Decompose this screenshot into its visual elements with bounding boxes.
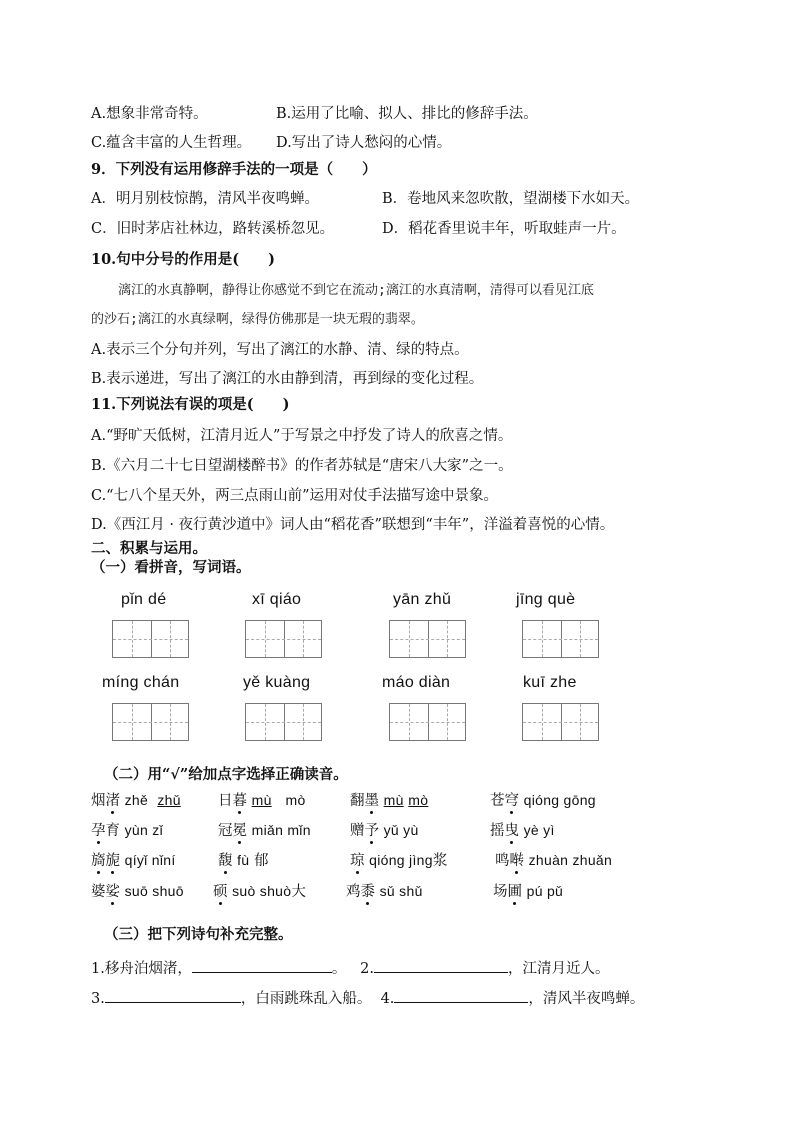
reading-dotted-char: 旎 bbox=[105, 853, 120, 869]
poem-text: ，江清月近人。 bbox=[508, 961, 610, 977]
q11-title: 11.下列说法有误的项是( ) bbox=[91, 396, 290, 413]
part1-title: （一）看拼音，写词语。 bbox=[91, 559, 251, 576]
poem-fill-line-1 bbox=[91, 959, 610, 977]
q10-passage-line1: 漓江的水真静啊，静得让你感觉不到它在流动;漓江的水真清啊，清得可以看见江底 bbox=[118, 283, 594, 298]
answer-blank[interactable] bbox=[374, 959, 508, 973]
part3-title: （三）把下列诗句补充完整。 bbox=[104, 926, 293, 943]
pinyin-prompt: yān zhǔ bbox=[393, 591, 452, 608]
q10-option-a: A.表示三个分句并列，写出了漓江的水静、清、绿的特点。 bbox=[91, 342, 469, 358]
reading-option[interactable]: fù bbox=[237, 852, 250, 868]
reading-dotted-char: 予 bbox=[364, 823, 379, 839]
reading-char: 日 bbox=[218, 793, 233, 809]
pinyin-prompt: yě kuàng bbox=[243, 674, 311, 691]
writing-grid[interactable] bbox=[389, 620, 466, 658]
pinyin-prompt: xī qiáo bbox=[252, 591, 302, 608]
reading-char: 大 bbox=[291, 884, 306, 900]
poem-number: 4. bbox=[380, 991, 395, 1007]
writing-grid[interactable] bbox=[522, 703, 599, 741]
q8-option-a: A.想象非常奇特。 bbox=[91, 106, 208, 122]
reading-char: 烟 bbox=[91, 793, 106, 809]
reading-dotted-char: 冕 bbox=[232, 823, 247, 839]
reading-option[interactable]: mò bbox=[408, 792, 429, 808]
writing-grid[interactable] bbox=[112, 620, 189, 658]
reading-char: 浆 bbox=[432, 853, 448, 869]
reading-char: 鸡 bbox=[346, 884, 361, 900]
pinyin-prompt: pǐn dé bbox=[121, 591, 167, 608]
reading-char: 鸣 bbox=[495, 853, 510, 869]
answer-blank[interactable] bbox=[394, 989, 528, 1003]
q10-option-b: B.表示递进，写出了漓江的水由静到清，再到绿的变化过程。 bbox=[91, 371, 484, 387]
reading-item[interactable] bbox=[218, 823, 311, 839]
reading-dotted-char: 黍 bbox=[360, 884, 375, 900]
q11-option-d: D.《西江月 · 夜行黄沙道中》词人由“稻花香”联想到“丰年”，洋溢着喜悦的心情。 bbox=[91, 517, 615, 533]
reading-char: 郁 bbox=[254, 853, 269, 869]
reading-option[interactable]: mù bbox=[383, 792, 404, 808]
reading-option[interactable]: mò bbox=[285, 792, 306, 808]
reading-option[interactable]: qióng jìng bbox=[369, 852, 433, 868]
reading-item[interactable] bbox=[218, 853, 269, 869]
reading-option[interactable]: qíyǐ nǐní bbox=[124, 852, 176, 868]
poem-number: 2. bbox=[360, 961, 375, 977]
reading-dotted-char: 馥 bbox=[218, 853, 233, 869]
pinyin-prompt: míng chán bbox=[102, 674, 180, 691]
reading-char: 苍 bbox=[490, 793, 505, 809]
reading-item[interactable] bbox=[350, 793, 428, 809]
reading-dotted-char: 旖 bbox=[91, 853, 106, 869]
poem-number: 3. bbox=[91, 991, 105, 1007]
reading-dotted-char: 啭 bbox=[509, 853, 524, 869]
reading-dotted-char: 琼 bbox=[350, 853, 365, 869]
reading-option[interactable]: sǔ shǔ bbox=[379, 883, 423, 899]
reading-item[interactable] bbox=[213, 884, 306, 900]
reading-item[interactable] bbox=[495, 853, 612, 869]
q10-passage-line2: 的沙石;漓江的水真绿啊，绿得仿佛那是一块无瑕的翡翠。 bbox=[91, 312, 424, 327]
reading-option[interactable]: mù bbox=[251, 792, 272, 808]
poem-text: ，白雨跳珠乱入船。 bbox=[240, 991, 372, 1007]
reading-item[interactable] bbox=[91, 884, 184, 900]
answer-blank[interactable] bbox=[192, 959, 332, 973]
poem-text: 。 bbox=[331, 961, 347, 977]
reading-item[interactable] bbox=[91, 823, 163, 839]
pinyin-prompt: kuī zhe bbox=[523, 674, 577, 691]
q9-option-b: B．卷地风来忽吹散，望湖楼下水如天。 bbox=[382, 191, 640, 207]
reading-option[interactable]: zhě bbox=[124, 792, 149, 808]
q8-option-c: C.蕴含丰富的人生哲理。 bbox=[91, 135, 252, 151]
pinyin-prompt: máo diàn bbox=[382, 674, 451, 691]
q9-option-c: C．旧时茅店社林边，路转溪桥忽见。 bbox=[91, 221, 335, 237]
reading-item[interactable] bbox=[91, 853, 176, 869]
reading-option[interactable]: yǔ yù bbox=[383, 822, 419, 838]
q8-option-d: D.写出了诗人愁闷的心情。 bbox=[276, 135, 452, 151]
reading-dotted-char: 墨 bbox=[364, 793, 379, 809]
reading-char: 婆 bbox=[91, 884, 106, 900]
pinyin-prompt: jīng què bbox=[516, 591, 576, 608]
reading-item[interactable] bbox=[490, 823, 555, 839]
writing-grid[interactable] bbox=[112, 703, 189, 741]
q9-option-a: A．明月别枝惊鹊，清风半夜鸣蝉。 bbox=[91, 191, 319, 207]
q11-option-b: B.《六月二十七日望湖楼醉书》的作者苏轼是“唐宋八大家”之一。 bbox=[91, 458, 513, 474]
reading-char: 赠 bbox=[350, 823, 365, 839]
reading-dotted-char: 孕 bbox=[91, 823, 106, 839]
reading-dotted-char: 娑 bbox=[105, 884, 120, 900]
reading-option[interactable]: miǎn mǐn bbox=[251, 822, 311, 838]
reading-option[interactable]: qióng gōng bbox=[523, 792, 596, 808]
reading-dotted-char: 圃 bbox=[507, 884, 522, 900]
writing-grid[interactable] bbox=[245, 620, 322, 658]
q11-option-c: C.“七八个星天外，两三点雨山前”运用对仗手法描写途中景象。 bbox=[91, 488, 499, 504]
q8-option-b: B.运用了比喻、拟人、排比的修辞手法。 bbox=[276, 106, 538, 122]
reading-option[interactable]: zhǔ bbox=[157, 792, 181, 808]
answer-blank[interactable] bbox=[105, 989, 241, 1003]
reading-option[interactable]: yùn zǐ bbox=[124, 822, 163, 838]
reading-dotted-char: 曳 bbox=[504, 823, 519, 839]
reading-dotted-char: 硕 bbox=[213, 884, 228, 900]
writing-grid[interactable] bbox=[522, 620, 599, 658]
reading-item[interactable] bbox=[350, 823, 419, 839]
reading-char: 场 bbox=[493, 884, 508, 900]
q10-title: 10.句中分号的作用是( ) bbox=[91, 251, 275, 268]
reading-item[interactable] bbox=[91, 793, 181, 809]
reading-char: 育 bbox=[105, 823, 120, 839]
poem-text: 1.移舟泊烟渚， bbox=[91, 961, 192, 977]
reading-option[interactable]: zhuàn zhuǎn bbox=[528, 852, 613, 868]
q11-option-a: A.“野旷天低树，江清月近人”于写景之中抒发了诗人的欣喜之情。 bbox=[91, 428, 513, 444]
reading-dotted-char: 穹 bbox=[504, 793, 519, 809]
reading-option[interactable]: yè yì bbox=[523, 822, 555, 838]
section2-title: 二、积累与运用。 bbox=[91, 540, 207, 557]
part2-title: （二）用“√”给加点字选择正确读音。 bbox=[104, 766, 348, 783]
reading-item[interactable] bbox=[218, 793, 306, 809]
reading-dotted-char: 暮 bbox=[232, 793, 247, 809]
writing-grid[interactable] bbox=[245, 703, 322, 741]
reading-item[interactable] bbox=[350, 853, 447, 869]
reading-char: 翻 bbox=[350, 793, 365, 809]
reading-item[interactable] bbox=[493, 884, 563, 900]
reading-option[interactable]: pú pǔ bbox=[526, 883, 564, 899]
reading-option[interactable]: suò shuò bbox=[232, 883, 292, 899]
reading-option[interactable]: suō shuō bbox=[124, 883, 184, 899]
reading-char: 摇 bbox=[490, 823, 505, 839]
reading-item[interactable] bbox=[346, 884, 423, 900]
q9-option-d: D．稻花香里说丰年，听取蛙声一片。 bbox=[382, 221, 626, 237]
q9-title: 9．下列没有运用修辞手法的一项是（ ） bbox=[91, 161, 377, 178]
reading-dotted-char: 渚 bbox=[105, 793, 120, 809]
reading-item[interactable] bbox=[490, 793, 596, 809]
writing-grid[interactable] bbox=[389, 703, 466, 741]
poem-fill-line-2 bbox=[91, 989, 644, 1007]
poem-text: ，清风半夜鸣蝉。 bbox=[528, 991, 645, 1007]
reading-char: 冠 bbox=[218, 823, 233, 839]
